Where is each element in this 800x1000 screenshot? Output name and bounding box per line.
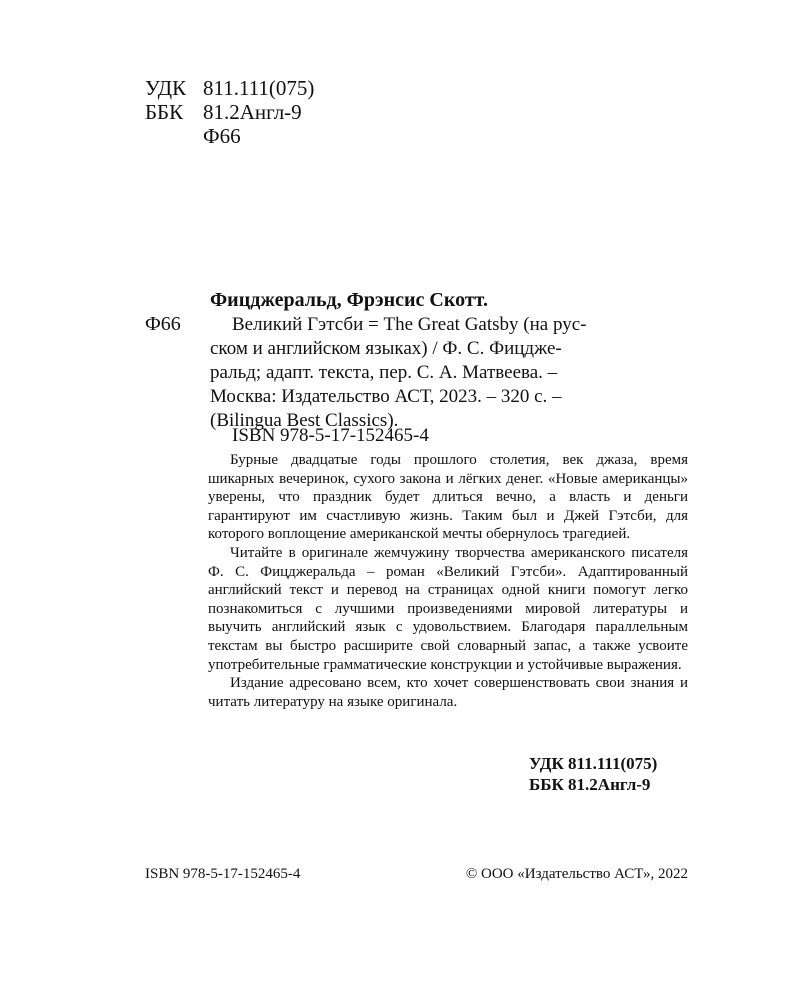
bibliographic-description xyxy=(210,313,688,433)
biblio-line: ском и английском языках) / Ф. С. Фицдже- xyxy=(210,338,562,359)
classification-codes xyxy=(529,753,657,795)
entry-isbn: ISBN 978-5-17-152465-4 xyxy=(232,425,429,446)
annotation xyxy=(208,451,688,711)
udk-value: 811.111(075) xyxy=(203,76,315,100)
udk-line xyxy=(145,76,314,100)
biblio-line: (Bilingua Best Classics). xyxy=(210,410,399,431)
annotation-paragraph: Издание адресовано всем, кто хочет совершенствовать свои знания и читать литературу на языке оригинала. xyxy=(208,675,688,710)
bbk-value: 81.2Англ-9 xyxy=(203,100,302,124)
classification-header xyxy=(145,76,314,148)
annotation-paragraph: Читайте в оригинале жемчужину творчества американского писателя Ф. С. Фицджеральда – роман «Великий Гэтсби». Адаптированный английский текст и перевод на страницах одной книги помогут легко познакомиться с лучшими произведениями мировой литературы и выучить английский язык с удовольствием. Благодаря параллельным текстам вы быстро расширите свой словарный запас, а также усвоите употребительные грамматические конструкции и устойчивые выражения. xyxy=(208,544,688,673)
udk-label: УДК xyxy=(145,76,187,100)
bbk-code: ББК 81.2Англ-9 xyxy=(529,775,651,794)
annotation-paragraph: Бурные двадцатые годы прошлого столетия, век джаза, время шикарных вечеринок, сухого закона и лёгких денег. «Новые американцы» уверены, что праздник будет длиться вечно, а власть и деньги гарантируют им счастливую жизнь. Таким был и Джей Гэтсби, для которого воплощение американской мечты обернулось трагедией. xyxy=(208,452,688,543)
biblio-line: Великий Гэтсби = The Great Gatsby (на рус- xyxy=(232,314,587,335)
bbk-line xyxy=(145,100,314,124)
udk-code: УДК 811.111(075) xyxy=(529,754,658,773)
footer-copyright: © ООО «Издательство АСТ», 2022 xyxy=(465,866,688,882)
author-mark: Ф66 xyxy=(203,124,241,148)
entry-author-mark: Ф66 xyxy=(145,313,181,335)
biblio-line: Москва: Издательство АСТ, 2023. – 320 с. – xyxy=(210,386,562,407)
biblio-line: ральд; адапт. текста, пер. С. А. Матвеева. – xyxy=(210,362,558,383)
author-heading: Фицджеральд, Фрэнсис Скотт. xyxy=(210,289,488,311)
bbk-label: ББК xyxy=(145,100,184,124)
footer-isbn: ISBN 978-5-17-152465-4 xyxy=(145,866,301,882)
author-mark-line xyxy=(145,124,314,148)
